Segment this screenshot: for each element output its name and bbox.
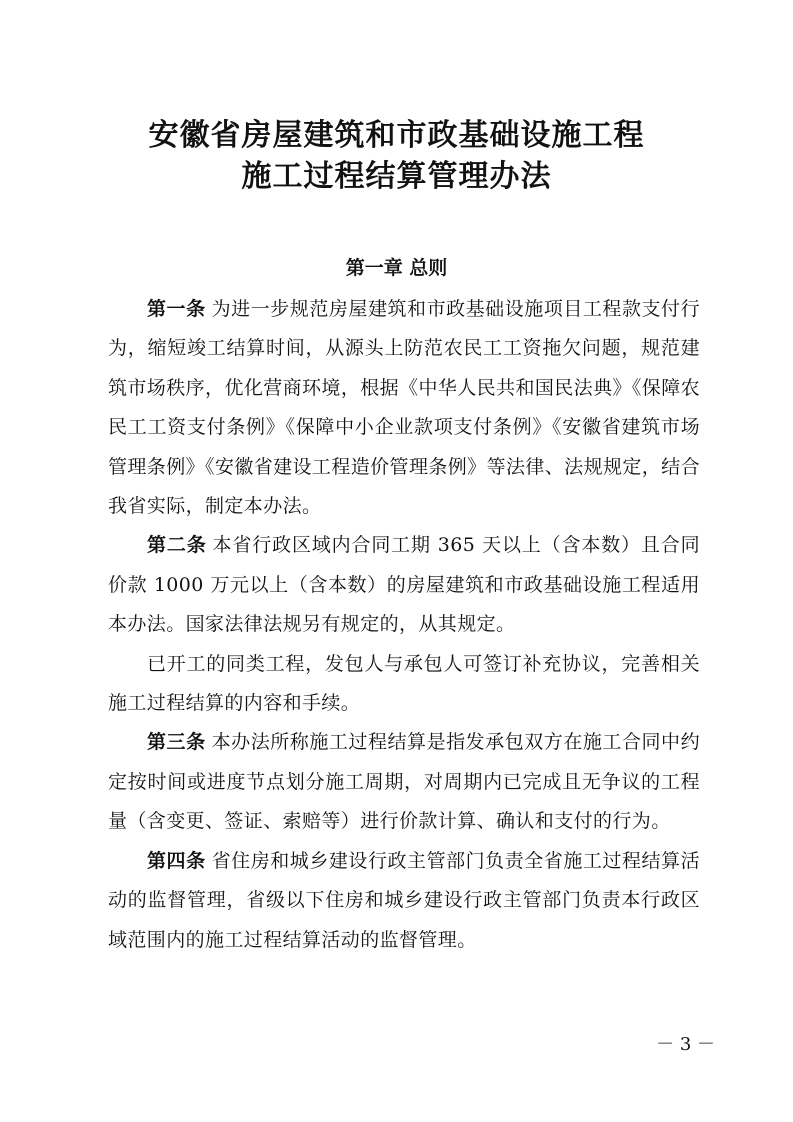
article-4-text: 省住房和城乡建设行政主管部门负责全省施工过程结算活动的监督管理，省级以下住房和城乡建设行政主管部门负责本行政区域范围内的施工过程结算活动的监督管理。 bbox=[108, 849, 700, 951]
document-title-line-1: 安徽省房屋建筑和市政基础设施工程 bbox=[148, 118, 645, 153]
document-title-line-2: 施工过程结算管理办法 bbox=[241, 159, 552, 194]
article-1-text: 为进一步规范房屋建筑和市政基础设施项目工程款支付行为，缩短竣工结算时间，从源头上防范农民工工资拖欠问题，规范建筑市场秩序，优化营商环境，根据《中华人民共和国民法典》《保障农民工工资支付条例》《保障中小企业款项支付条例》《安徽省建筑市场管理条例》《安徽省建设工程造价管理条例》等法律、法规规定，结合我省实际，制定本办法。 bbox=[108, 298, 700, 518]
article-3-text: 本办法所称施工过程结算是指发承包双方在施工合同中约定按时间或进度节点划分施工周期，对周期内已完成且无争议的工程量（含变更、签证、索赔等）进行价款计算、确认和支付的行为。 bbox=[108, 731, 700, 833]
article-2-label: 第二条 bbox=[147, 534, 207, 557]
article-3-paragraph bbox=[108, 723, 700, 841]
article-1-paragraph bbox=[108, 290, 700, 526]
document-body bbox=[108, 290, 700, 960]
article-2-continuation-text: 已开工的同类工程，发包人与承包人可签订补充协议，完善相关施工过程结算的内容和手续。 bbox=[108, 652, 700, 715]
article-2-continuation-paragraph bbox=[108, 645, 700, 724]
article-2-paragraph bbox=[108, 526, 700, 644]
article-1-label: 第一条 bbox=[147, 298, 206, 320]
article-4-label: 第四条 bbox=[147, 849, 206, 872]
chapter-heading: 第一章 总则 bbox=[345, 257, 448, 279]
article-4-paragraph bbox=[108, 842, 700, 960]
article-2-text: 本省行政区域内合同工期 365 天以上（含本数）且合同价款 1000 万元以上（含本数）的房屋建筑和市政基础设施工程适用本办法。国家法律法规另有规定的，从其规定。 bbox=[108, 534, 700, 636]
article-3-label: 第三条 bbox=[147, 731, 206, 754]
page-number: － 3 － bbox=[656, 1034, 715, 1055]
